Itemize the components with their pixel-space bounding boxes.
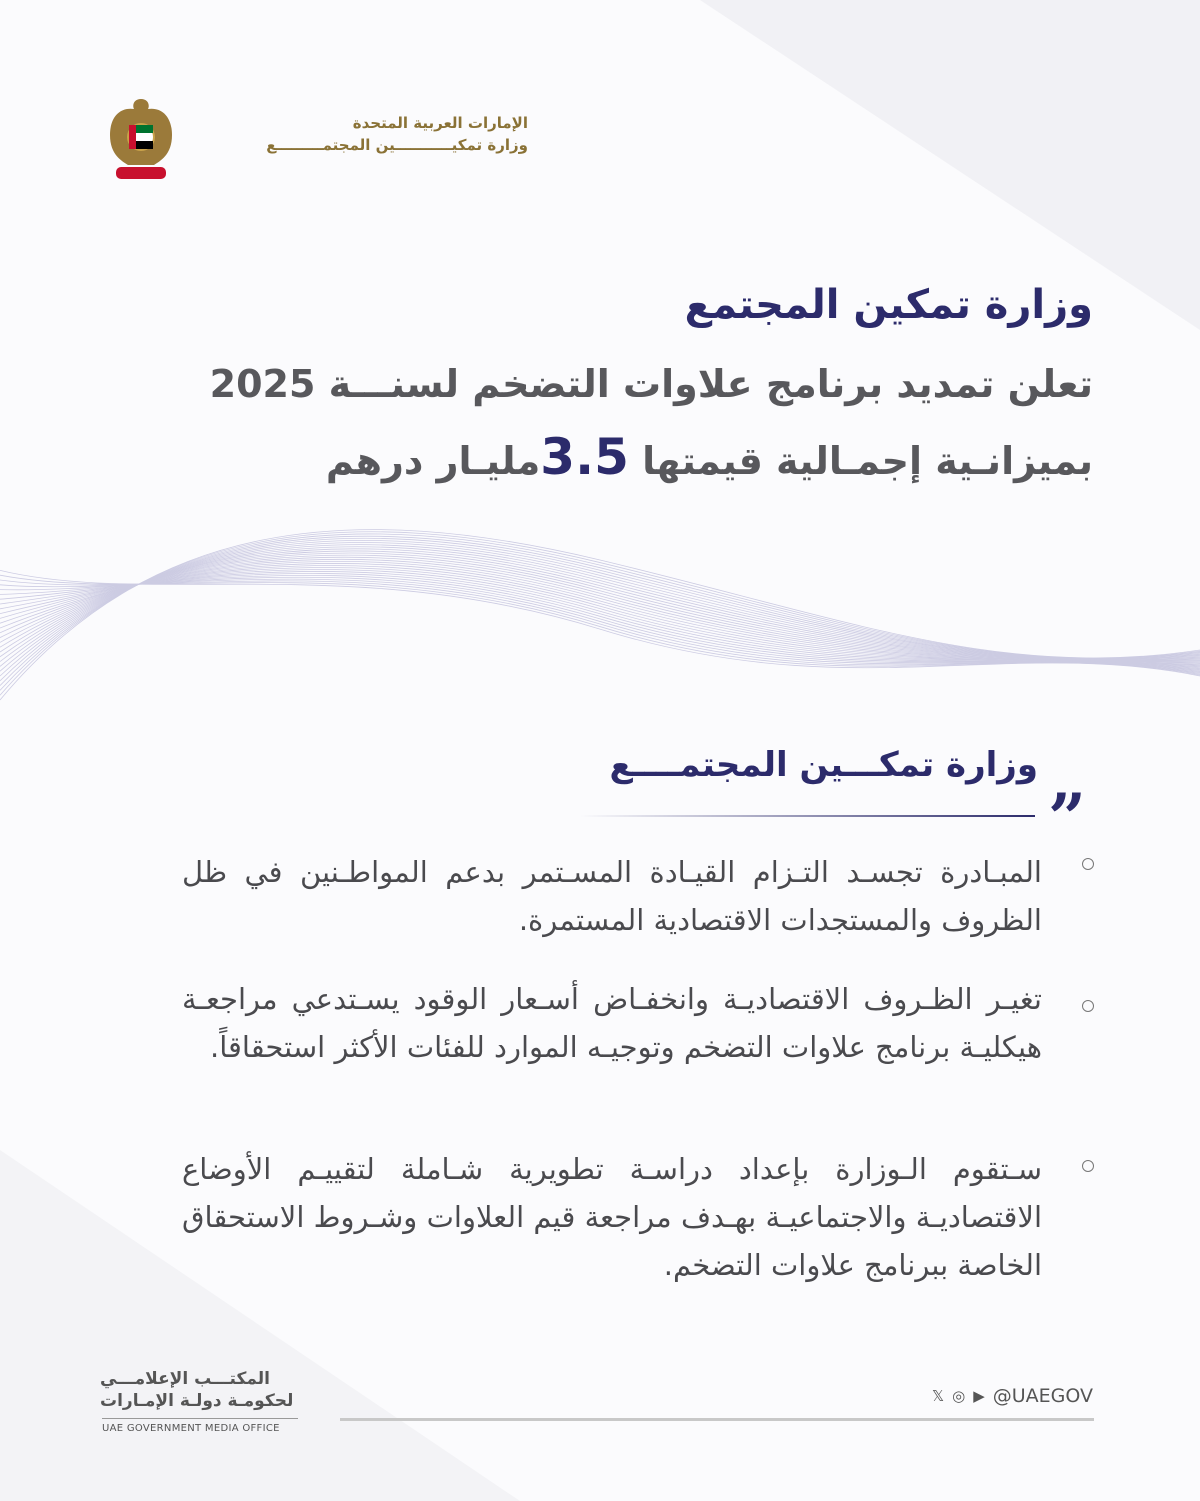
bullet-item: المبـادرة تجسـد التـزام القيـادة المسـتمر بدعم المواطـنين في ظل الظروف والمستجدات الاقتصادية المستمرة.: [182, 855, 1042, 937]
media-office-en: UAE GOVERNMENT MEDIA OFFICE: [102, 1423, 280, 1434]
bullet-icon: [1082, 1000, 1094, 1012]
media-office-ar-1: المكتـــب الإعلامـــي: [100, 1369, 270, 1389]
wave-line: [0, 530, 1200, 700]
wave-line: [0, 542, 1200, 671]
page-title: وزارة تمكين المجتمع: [684, 282, 1093, 328]
media-office-ar-2: لحكومـة دولـة الإمـارات: [100, 1391, 294, 1411]
bullet-item: تغيـر الظـروف الاقتصاديـة وانخفـاض أسـعار الوقود يسـتدعي مراجعـة هيكليـة برنامج علاوات التضخم وتوجيـه الموارد للفئات الأكثر استحقاقاً.: [182, 982, 1042, 1064]
media-office-logo: [100, 1368, 300, 1412]
handle-text[interactable]: @UAEGOV: [992, 1385, 1093, 1407]
section-heading: وزارة تمكـــين المجتمــــع: [609, 745, 1038, 785]
quote-icon: ”: [1048, 779, 1086, 857]
ministry-name: وزارة تمكيـــــــــــين المجتمـــــــــع: [266, 136, 528, 154]
wave-line: [0, 534, 1200, 690]
wave-line: [0, 540, 1200, 676]
footer-divider: [340, 1418, 1094, 1421]
footer-logo-divider: [102, 1418, 298, 1419]
header-text: [266, 112, 528, 156]
subtitle-pre: بميزانـية إجمـالية قيمتها: [642, 439, 1093, 483]
bullet-icon: [1082, 1160, 1094, 1172]
uae-emblem-logo: [106, 95, 176, 185]
subtitle-line-1: تعلن تمديد برنامج علاوات التضخم لسنـــة 2025: [209, 362, 1093, 406]
bullet-icon: [1082, 858, 1094, 870]
x-icon[interactable]: 𝕏: [932, 1387, 945, 1405]
section-divider: [580, 815, 1035, 817]
bullet-item: سـتقوم الـوزارة بإعداد دراسـة تطويرية شـاملة لتقييـم الأوضاع الاقتصاديـة والاجتماعيـة بهـدف مراجعة قيم العلاوات وشـروط الاستحقاق الخاصة ببرنامج علاوات التضخم.: [182, 1152, 1042, 1282]
instagram-icon[interactable]: ◎: [952, 1387, 966, 1405]
subtitle-line-2: [326, 428, 1093, 486]
subtitle-post: مليـار درهم: [325, 439, 541, 483]
wave-line: [0, 547, 1200, 662]
social-handle: [932, 1385, 1093, 1407]
youtube-icon[interactable]: ▶: [973, 1387, 985, 1405]
budget-amount: 3.5: [540, 428, 629, 486]
country-name: الإمارات العربية المتحدة: [352, 114, 528, 132]
